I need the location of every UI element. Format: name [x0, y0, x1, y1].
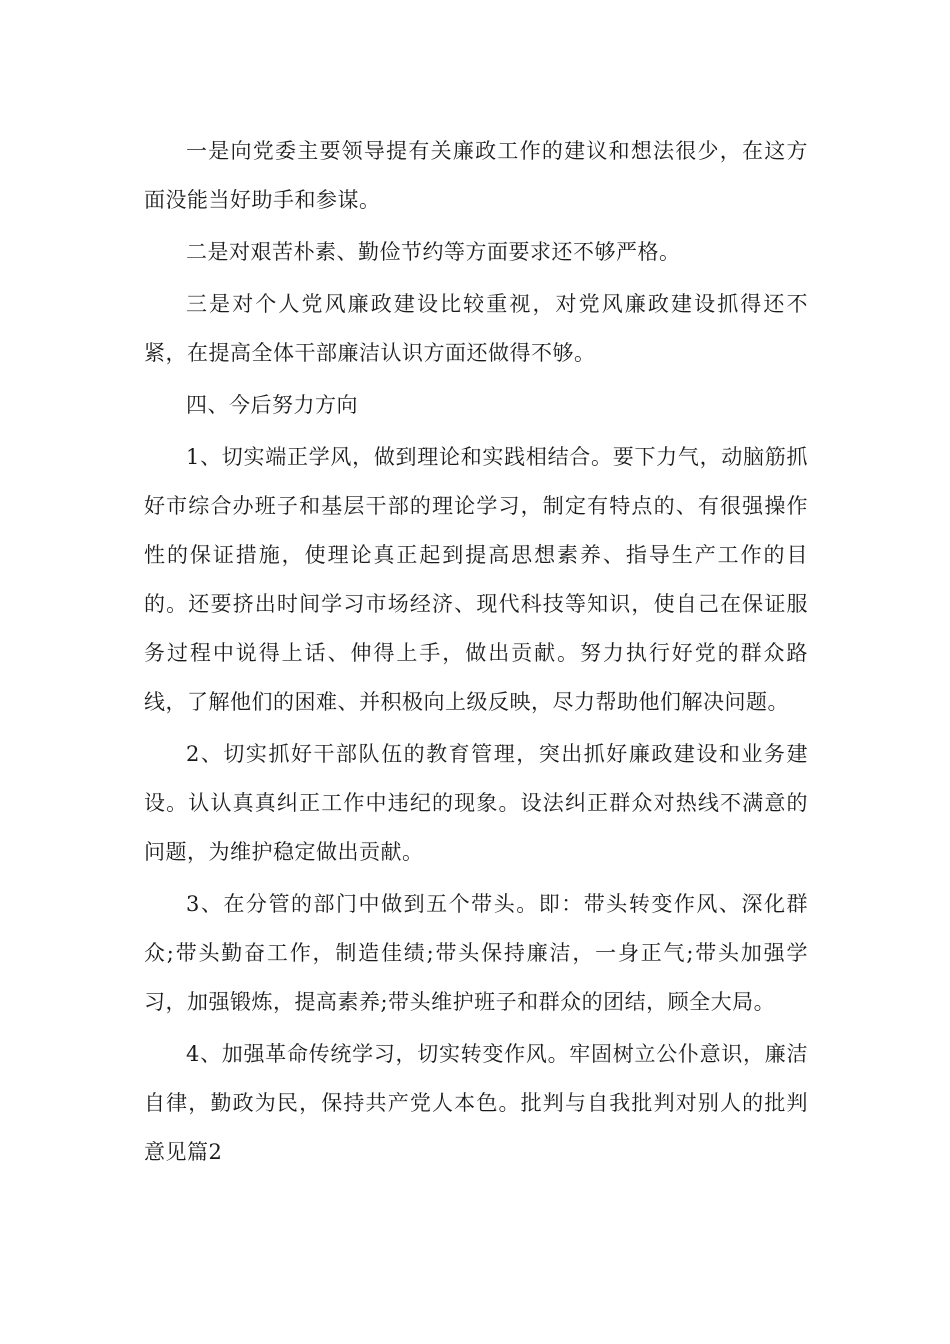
paragraph-shortcoming-1: 一是向党委主要领导提有关廉政工作的建议和想法很少，在这方面没能当好助手和参谋。 [144, 139, 808, 212]
paragraph-shortcoming-2: 二是对艰苦朴素、勤俭节约等方面要求还不够严格。 [186, 240, 681, 264]
paragraph-item-1: 1、切实端正学风，做到理论和实践相结合。要下力气，动脑筋抓好市综合办班子和基层干部的理论学习，制定有特点的、有很强操作性的保证措施，使理论真正起到提高思想素养、指导生产工作的目的。还要挤出时间学习市场经济、现代科技等知识，使自己在保证服务过程中说得上话、伸得上手，做出贡献。努力执行好党的群众路线，了解他们的困难、并积极向上级反映，尽力帮助他们解决问题。 [144, 445, 808, 714]
paragraph-item-4: 4、加强革命传统学习，切实转变作风。牢固树立公仆意识，廉洁自律，勤政为民，保持共产党人本色。批判与自我批判对别人的批判意见篇2 [144, 1042, 808, 1164]
paragraph-item-2: 2、切实抓好干部队伍的教育管理，突出抓好廉政建设和业务建设。认认真真纠正工作中违纪的现象。设法纠正群众对热线不满意的问题，为维护稳定做出贡献。 [144, 742, 808, 864]
paragraph-item-3: 3、在分管的部门中做到五个带头。即：带头转变作风、深化群众;带头勤奋工作，制造佳绩;带头保持廉洁，一身正气;带头加强学习，加强锻炼，提高素养;带头维护班子和群众的团结，顾全大局。 [144, 892, 808, 1014]
paragraph-shortcoming-3: 三是对个人党风廉政建设比较重视，对党风廉政建设抓得还不紧，在提高全体干部廉洁认识方面还做得不够。 [144, 292, 808, 365]
document-page [144, 127, 808, 1177]
section-heading-future-direction: 四、今后努力方向 [186, 393, 358, 417]
